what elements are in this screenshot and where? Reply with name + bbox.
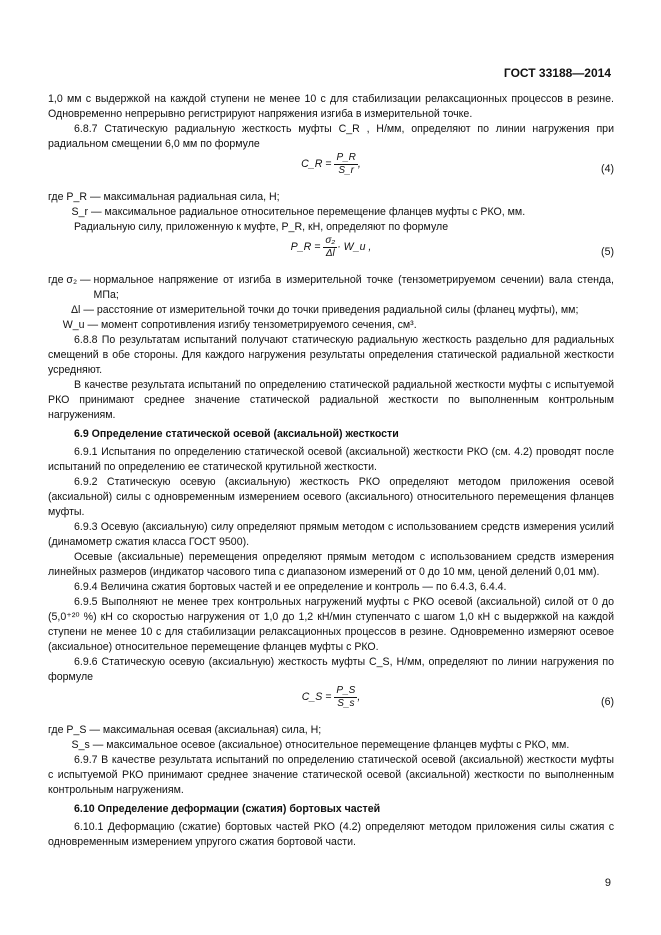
paragraph: 6.9.6 Статическую осевую (аксиальную) жесткость муфты C_S, Н/мм, определяют по линии нагружения по формуле — [48, 656, 614, 683]
formula-lhs: P_R = — [290, 241, 321, 253]
formula-fraction — [323, 235, 337, 260]
formula-tail: · W_u , — [337, 241, 372, 253]
formula-tail: , — [357, 691, 361, 703]
formula-numerator: P_S — [336, 685, 356, 696]
formula-6 — [48, 685, 614, 723]
paragraph: Радиальную силу, приложенную к муфте, P_R, кН, определяют по формуле — [74, 221, 449, 233]
definition-row — [48, 190, 614, 205]
definition-text: нормальное напряжение от изгиба в измерительной точке (тензометрируемом сечении) вала стенда, МПа; — [93, 274, 614, 301]
formula-denominator: Δl — [325, 248, 335, 259]
formula-6-definitions — [48, 723, 614, 753]
standard-header: ГОСТ 33188—2014 — [503, 66, 611, 80]
paragraph: 6.9.3 Осевую (аксиальную) силу определяют прямым методом с использованием средств измерения усилий (динамометр сжатия класса ГОСТ 9500). — [48, 521, 614, 548]
definition-symbol: S_s — — [48, 739, 107, 751]
paragraph: 6.9.2 Статическую осевую (аксиальную) жесткость РКО определяют методом приложения осевой (аксиальной) силы с одновременным измерением осевого (аксиального) относительного перемещения фланцев муфты. — [48, 476, 614, 518]
document-body — [48, 92, 614, 850]
definition-text: максимальная радиальная сила, Н; — [103, 191, 280, 203]
definition-row — [48, 273, 614, 303]
formula-lhs: C_R = — [301, 158, 332, 170]
definition-symbol: W_u — — [48, 319, 101, 331]
formula-numerator: σ₂ — [325, 235, 336, 246]
definition-text: момент сопротивления изгибу тензометрируемого сечения, см³. — [100, 319, 417, 331]
page-number: 9 — [604, 877, 611, 889]
paragraph: Осевые (аксиальные) перемещения определяют прямым методом с использованием средств измерения линейных размеров (индикатор часового типа с диапазоном измерений от 0 до 10 мм, ценой делений 0,01 мм). — [48, 551, 614, 578]
paragraph: 6.9.1 Испытания по определению статической осевой (аксиальной) жесткости РКО (см. 4.2) проводят после испытаний по определению ее статической крутильной жесткости. — [48, 446, 614, 473]
formula-numerator: P_R — [336, 152, 356, 163]
definition-row — [48, 738, 614, 753]
formula-fraction — [334, 685, 357, 710]
formula-lhs: C_S = — [301, 691, 332, 703]
paragraph: 6.10.1 Деформацию (сжатие) бортовых частей РКО (4.2) определяют методом приложения силы сжатия с одновременным измерением упругого сжатия бортовой части. — [48, 821, 614, 848]
definition-text: максимальное радиальное относительное перемещение фланцев муфты с РКО, мм. — [104, 206, 526, 218]
paragraph: 6.9.7 В качестве результата испытаний по определению статической осевой (аксиальной) жесткости муфты с испытуемой РКО принимают среднее значение статической осевой (аксиальной) жесткости по выполненным контрольным нагружениям. — [48, 754, 614, 796]
paragraph: В качестве результата испытаний по определению статической радиальной жесткости муфты с испытуемой РКО принимают среднее значение статической радиальной жесткости по выполненным контрольным нагружениям. — [48, 379, 614, 421]
formula-number: (6) — [601, 696, 614, 708]
formula-number: (4) — [601, 163, 614, 175]
section-heading: 6.9 Определение статической осевой (аксиальной) жесткости — [74, 428, 399, 440]
section-heading: 6.10 Определение деформации (сжатия) бортовых частей — [74, 803, 381, 815]
formula-tail: , — [357, 158, 361, 170]
formula-4 — [48, 152, 614, 190]
paragraph: 6.9.5 Выполняют не менее трех контрольных нагружений муфты с РКО осевой (аксиальной) силой от 0 до (5,0⁺²⁰ %) кН со скоростью нагружения от 1,0 до 1,2 кН/мин ступенчато с шагом 1,0 кН с выдержкой на каждой ступени не менее 10 с для стабилизации релаксационных процессов в резине. Одновременно измеряют осевое (аксиальное) относительное перемещение фланцев муфты с РКО. — [48, 596, 614, 653]
formula-fraction — [334, 152, 357, 177]
paragraph: 1,0 мм с выдержкой на каждой ступени не менее 10 с для стабилизации релаксационных процессов в резине. Одновременно непрерывно регистрируют напряжения изгиба в измерительной точке. — [48, 93, 614, 120]
formula-number: (5) — [601, 246, 614, 258]
definition-text: расстояние от измерительной точки до точки приведения радиальной силы (фланец муфты), мм; — [96, 304, 579, 316]
formula-5 — [48, 235, 614, 273]
paragraph: 6.9.4 Величина сжатия бортовых частей и ее определение и контроль — по 6.4.3, 6.4.4. — [74, 581, 507, 593]
formula-5-definitions — [48, 273, 614, 333]
formula-denominator: S_r — [338, 165, 354, 176]
definition-row — [48, 205, 614, 220]
definition-symbol: Δl — — [48, 304, 97, 316]
definition-row — [48, 723, 614, 738]
definition-symbol: где P_R — — [48, 191, 104, 203]
definition-symbol: S_r — — [48, 206, 105, 218]
paragraph: 6.8.7 Статическую радиальную жесткость муфты C_R , Н/мм, определяют по линии нагружения при радиальном смещении 6,0 мм по формуле — [48, 123, 614, 150]
definition-row — [48, 303, 614, 318]
definition-symbol: где P_S — — [48, 724, 103, 736]
definition-text: максимальная осевая (аксиальная) сила, Н; — [102, 724, 322, 736]
paragraph: 6.8.8 По результатам испытаний получают статическую радиальную жесткость раздельно для радиальных смещений в обе стороны. Для каждого нагружения результаты определения статической радиальной жесткости усредняют. — [48, 334, 614, 376]
definition-text: максимальное осевое (аксиальное) относительное перемещение фланцев муфты с РКО, мм. — [106, 739, 570, 751]
definition-row — [48, 318, 614, 333]
definition-symbol: где σ₂ — — [48, 274, 94, 286]
formula-4-definitions — [48, 190, 614, 220]
formula-denominator: S_s — [337, 698, 355, 709]
